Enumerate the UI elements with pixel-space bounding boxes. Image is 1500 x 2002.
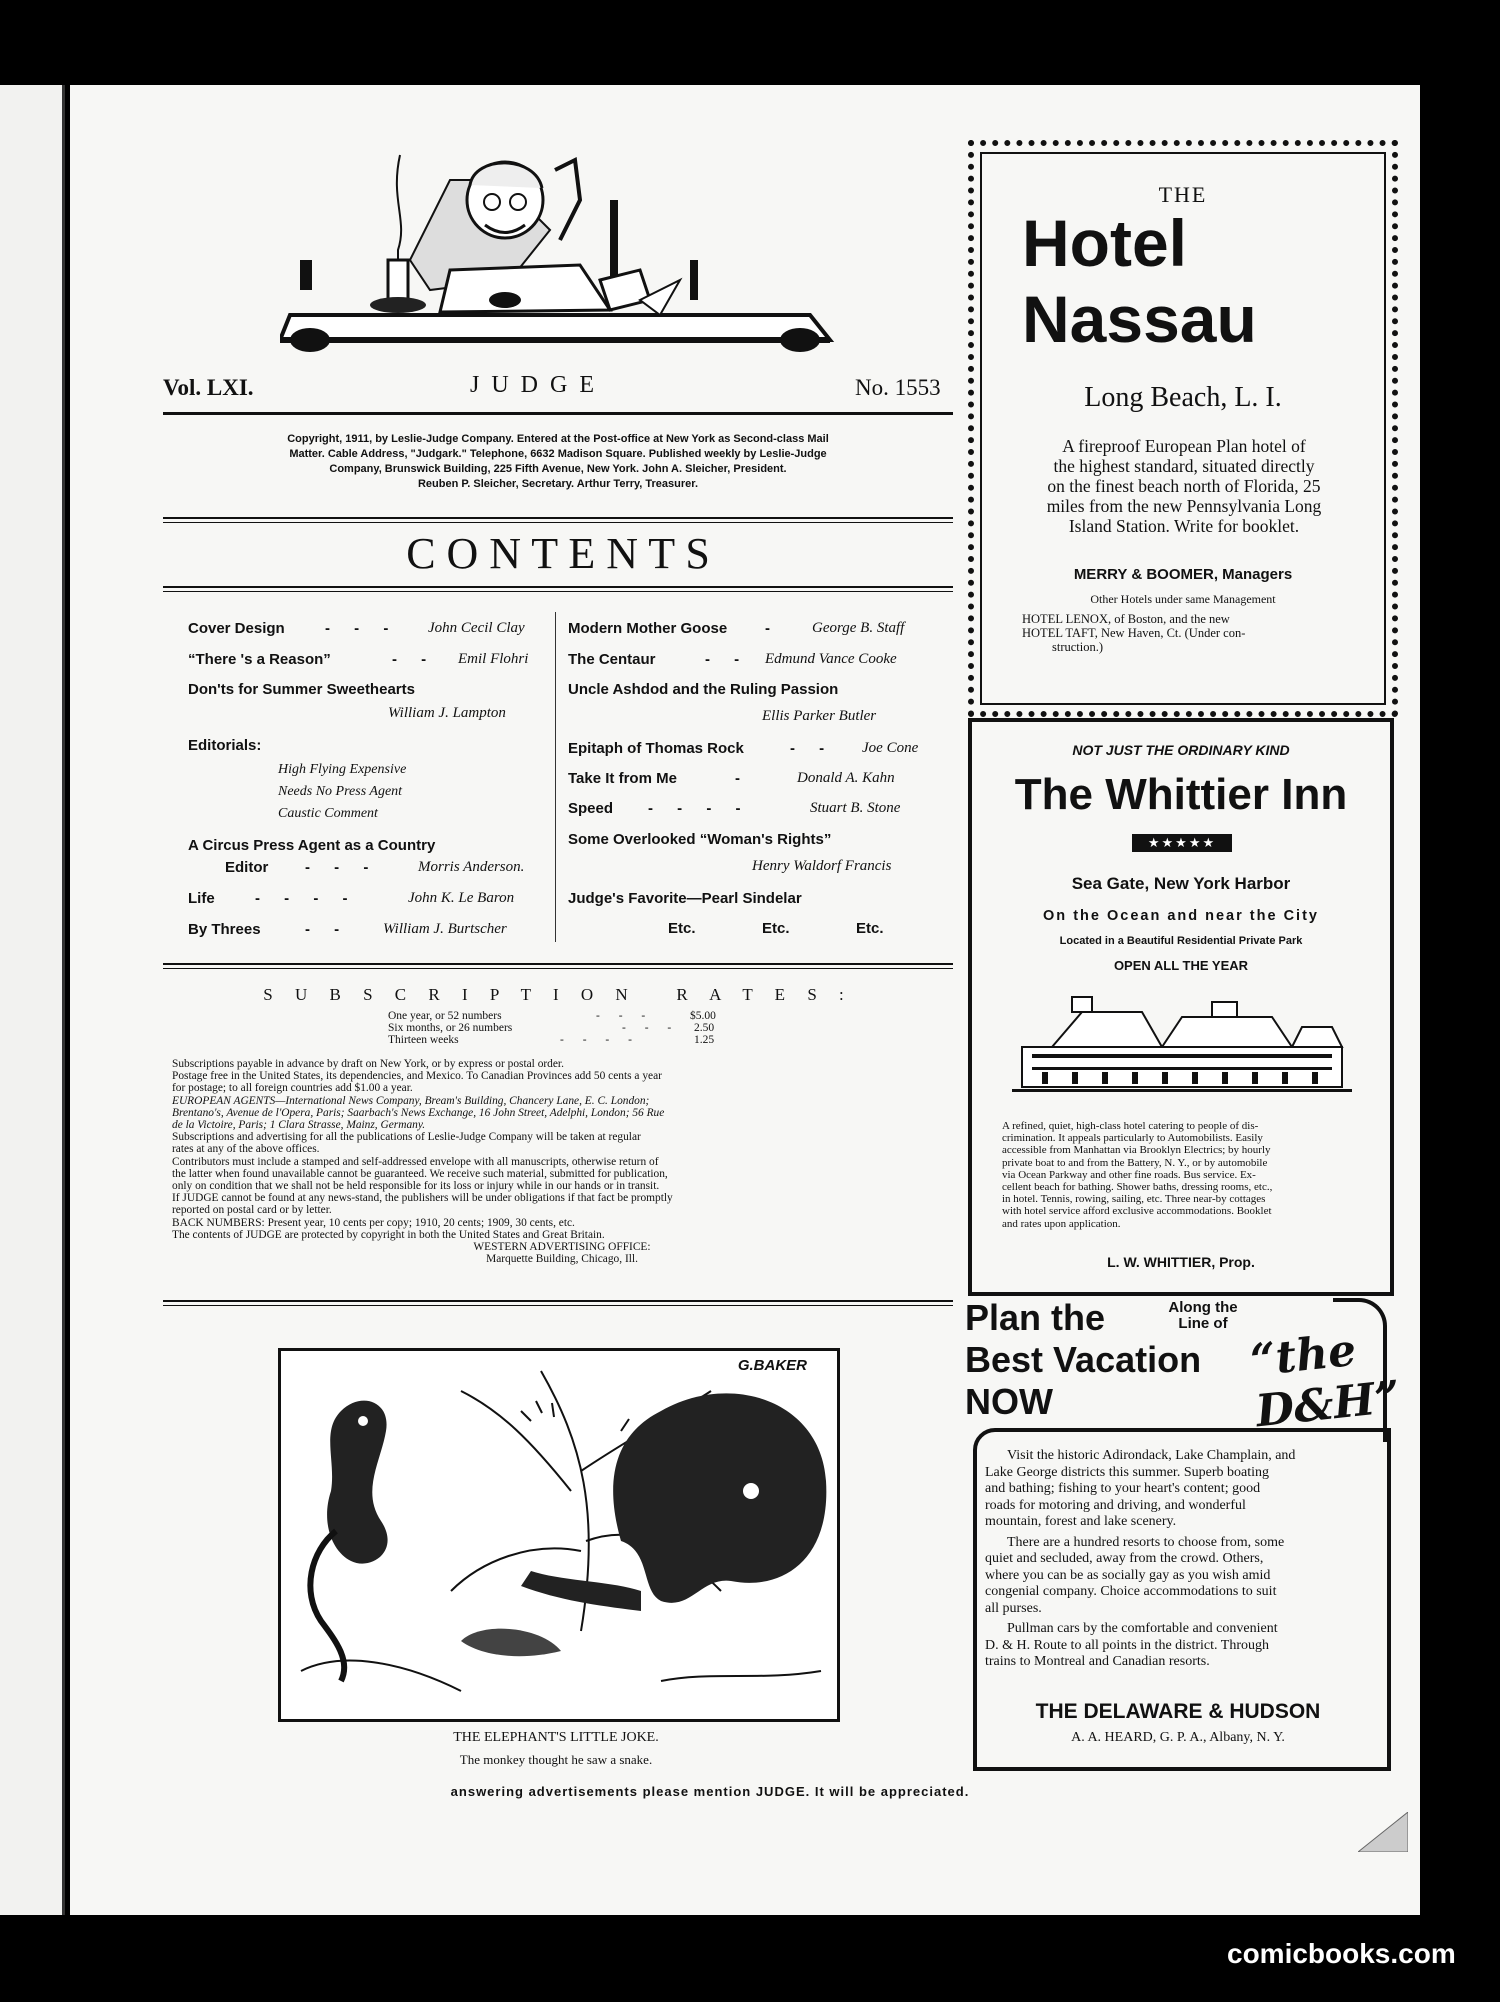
contents-dashes: - - - [325,620,399,637]
whittier-line: private boat to and from the Battery, N. Y., or by automobile [1002,1156,1268,1169]
dh-line: congenial company. Choice accommodations to suit [985,1584,1277,1599]
nassau-line: on the finest beach north of Florida, 25 [1047,476,1321,496]
cartoon-panel [278,1348,840,1722]
column-divider [555,612,556,942]
dh-line-of: Line of [1178,1315,1228,1332]
dh-company: THE DELAWARE & HUDSON [1035,1700,1321,1723]
contents-author: Edmund Vance Cooke [765,651,897,667]
left-page-edge [0,85,65,1915]
dh-line: where you can be as socially gay as you wish amid [985,1567,1271,1583]
rule [163,968,953,969]
rate-price: 2.50 [694,1022,715,1034]
dh-frame-corner [1333,1298,1387,1442]
cartoon-title: THE ELEPHANT'S LITTLE JOKE. [453,1730,659,1745]
dh-line: Lake George districts this summer. Superb boating [985,1464,1269,1480]
ad-delaware-hudson [963,1297,1403,1770]
contents-title: Some Overlooked “Woman's Rights” [568,831,832,848]
rule [163,963,953,965]
contents-author: Morris Anderson. [418,859,525,875]
dh-body [985,1448,1375,1671]
copyright-line: Matter. Cable Address, "Judgark." Telephone, 6632 Madison Square. Published weekly by Leslie-Judge [289,448,827,460]
whittier-name: The Whittier Inn [1014,770,1348,819]
dh-best-vacation: Best Vacation [965,1339,1202,1380]
contents-author: Stuart B. Stone [810,800,901,816]
contents-dashes: - - [790,740,835,757]
rule [163,591,953,592]
nassau-description [1004,436,1364,536]
contents-dashes: - - [305,921,350,938]
nassau-line: miles from the new Pennsylvania Long [1046,496,1322,516]
contents-author: George B. Staff [812,620,905,636]
copyright-line: Reuben P. Sleicher, Secretary. Arthur Terry, Treasurer. [417,478,699,490]
whittier-line: crimination. It appeals particularly to Automobilists. Easily [1002,1132,1263,1145]
terms-line: for postage; to all foreign countries add $1.00 a year. [172,1082,413,1095]
nassau-managers: MERRY & BOOMER, Managers [1073,566,1293,583]
nassau-name-2: Nassau [1022,282,1257,356]
contents-title: “There 's a Reason” [188,651,331,668]
contents-title: Don'ts for Summer Sweethearts [188,681,415,698]
cartoon-caption: The monkey thought he saw a snake. [459,1752,653,1767]
rate-term: Six months, or 26 numbers [388,1022,513,1034]
terms-line: Subscriptions payable in advance by draft on New York, or by express or postal order. [172,1058,564,1070]
rule [163,586,953,588]
contents-title: Editorials: [188,737,262,754]
dh-plan: Plan the [965,1297,1106,1338]
rate-term: One year, or 52 numbers [388,1010,502,1022]
whittier-open: OPEN ALL THE YEAR [1113,958,1249,973]
copyright-line: Copyright, 1911, by Leslie-Judge Company. Entered at the Post-office at New York as Second-class Mail [287,433,829,445]
dh-line: trains to Montreal and Canadian resorts. [985,1654,1210,1669]
contents-title: Modern Mother Goose [568,620,728,637]
rate-dashes: - - - - [560,1034,640,1046]
editorial-item: Caustic Comment [278,806,378,821]
contents-author: Ellis Parker Butler [762,708,877,724]
dh-line: D. & H. Route to all points in the district. Through [985,1637,1269,1653]
dh-line: roads for motoring and driving, and wonderful [985,1497,1246,1513]
whittier-line: and rates upon application. [1002,1217,1121,1230]
terms-line: only on condition that we shall not be held responsible for its loss or injury while in our hands or in transit. [172,1180,660,1193]
contents-dashes: - - - [305,859,379,876]
nassau-other-line: HOTEL LENOX, of Boston, and the new [1022,612,1230,626]
issue-number: No. 1553 [855,375,941,400]
dh-line: and bathing; fishing to your heart's content; good [985,1481,1261,1496]
nassau-the: THE [1158,182,1208,207]
page-corner-fold [1358,1812,1408,1852]
dh-line: Visit the historic Adirondack, Lake Champlain, and [1007,1448,1296,1463]
dh-along: Along the [1168,1299,1238,1316]
terms-line: The contents of JUDGE are protected by copyright in both the United States and Great Britain. [172,1228,605,1241]
whittier-line: A refined, quiet, high-class hotel catering to people of dis- [1002,1120,1259,1132]
contents-title: Editor [225,859,269,876]
contents-title: The Centaur [568,651,656,668]
terms-line: de la Victoire, Paris; 1 Clara Strasse, Mainz, Germany. [172,1119,426,1132]
rate-term: Thirteen weeks [388,1034,459,1046]
contents-dashes: - - [392,651,437,668]
footer-note: answering advertisements please mention JUDGE. It will be appreciated. [450,1784,970,1799]
rule [163,517,953,519]
dh-logo: “the D&H” [1248,1324,1403,1438]
contents-author: William J. Lampton [388,705,506,721]
contents-etc: Etc. Etc. Etc. [668,920,884,937]
whittier-line: accessible from Manhattan via Brooklyn Electrics; by hourly [1002,1144,1271,1157]
rule [163,412,953,415]
nassau-other-line: struction.) [1052,640,1104,654]
ad-whittier-inn [968,718,1394,1296]
rate-dashes: - - - [622,1022,680,1034]
editorial-item: Needs No Press Agent [278,784,403,799]
contents-title: Epitaph of Thomas Rock [568,740,744,757]
dh-line: quiet and secluded, away from the crowd. Others, [985,1551,1264,1566]
contents-title: Judge's Favorite—Pearl Sindelar [568,890,802,907]
whittier-proprietor: L. W. WHITTIER, Prop. [1107,1254,1255,1270]
contents-author: John Cecil Clay [428,620,525,636]
terms-line: Contributors must include a stamped and self-addressed envelope with all manuscripts, otherwise return of [172,1155,659,1168]
contents-title: Uncle Ashdod and the Ruling Passion [568,681,839,698]
whittier-park: Located in a Beautiful Residential Private Park [1059,935,1303,947]
contents-title: Life [188,890,215,907]
dh-now: NOW [965,1381,1053,1422]
contents-title: Take It from Me [568,770,677,787]
rule [163,522,953,523]
contents-title: Speed [568,800,614,817]
contents-title: Cover Design [188,620,285,637]
dh-line: There are a hundred resorts to choose from, some [1007,1534,1285,1550]
contents-author: Joe Cone [862,740,919,756]
contents-author: William J. Burtscher [383,921,507,937]
contents-title: By Threes [188,921,261,938]
editor-desk-illustration [280,140,840,355]
nassau-other-line: HOTEL TAFT, New Haven, Ct. (Under con- [1022,626,1246,640]
watermark: comicbooks.com [1227,1938,1456,1969]
nassau-location: Long Beach, L. I. [1084,382,1282,413]
terms-line: If JUDGE cannot be found at any news-stand, the publishers will be under obligations if that fact be promptly [172,1192,673,1205]
office-address: Marquette Building, Chicago, Ill. [486,1253,638,1266]
contents-dashes: - [735,770,750,787]
copyright-notice [160,432,956,492]
whittier-line: cellent beach for bathing. Shower baths, dressing rooms, etc., [1002,1181,1273,1194]
terms-line: rates at any of the above offices. [172,1143,320,1156]
dh-line: mountain, forest and lake scenery. [985,1514,1177,1529]
contents-author: Emil Flohri [458,651,529,667]
terms-line: the latter when found unavailable cannot be guaranteed. We receive such material, submitted for publication, [172,1167,668,1180]
whittier-line: in hotel. Tennis, rowing, sailing, etc. Three near-by cottages [1002,1193,1266,1206]
terms-line: EUROPEAN AGENTS—International News Company, Bream's Building, Chancery Lane, E. C. London; [172,1094,650,1107]
nassau-name-1: Hotel [1022,206,1187,280]
whittier-line: via Ocean Parkway and other fine roads. Bus service. Ex- [1002,1168,1256,1181]
magazine-title: JUDGE [470,372,606,398]
artist-signature: G.BAKER [737,1357,807,1374]
contents-dashes: - - [705,651,750,668]
subscription-heading: S U B S C R I P T I O N R A T E S : [263,985,853,1004]
terms-line: reported on postal card or by letter. [172,1204,332,1217]
nassau-other-hotels: Other Hotels under same Management [1090,592,1276,606]
office-label: WESTERN ADVERTISING OFFICE: [473,1241,651,1254]
whittier-line: with hotel service afford exclusive accommodations. Booklet [1002,1205,1272,1218]
contents-heading: C O N T E N T S [406,529,710,578]
terms-line: BACK NUMBERS: Present year, 10 cents per copy; 1910, 20 cents; 1909, 30 cents, etc. [172,1216,575,1229]
terms-line: Subscriptions and advertising for all the publications of Leslie-Judge Company will be taken at regular [172,1131,641,1144]
nassau-line: A fireproof European Plan hotel of [1062,436,1306,456]
whittier-location: Sea Gate, New York Harbor [1071,874,1291,893]
cartoon-drawing [281,1351,837,1719]
dh-line: all purses. [985,1600,1042,1616]
dh-line: Pullman cars by the comfortable and convenient [1007,1621,1278,1636]
contents-dashes: - - - - [648,800,751,817]
terms-line: Postage free in the United States, its dependencies, and Mexico. To Canadian Provinces add 50 cents a year [172,1070,662,1083]
volume-label: Vol. LXI. [163,375,254,400]
contents-author: John K. Le Baron [408,890,515,906]
copyright-line: Company, Brunswick Building, 225 Fifth Avenue, New York. John A. Sleicher, President. [329,463,787,475]
contents-dashes: - [765,620,780,637]
contents-author: Donald A. Kahn [797,770,895,786]
stars-emblem: ★★★★★ [1132,834,1232,852]
contents-title: A Circus Press Agent as a Country [188,837,436,854]
rate-price: $5.00 [690,1010,716,1022]
nassau-other-details [1022,612,1362,654]
nassau-line: Island Station. Write for booklet. [1068,516,1300,536]
whittier-description [1002,1120,1362,1230]
contents-dashes: - - - - [255,890,358,907]
whittier-tagline: NOT JUST THE ORDINARY KIND [1072,742,1290,758]
dh-agent: A. A. HEARD, G. P. A., Albany, N. Y. [1071,1730,1285,1745]
hotel-building-illustration [1012,992,1352,1102]
contents-author: Henry Waldorf Francis [752,858,892,874]
rate-price: 1.25 [694,1034,715,1046]
rate-dashes: - - - [596,1010,654,1022]
terms-line: Brentano's, Avenue de l'Opera, Paris; Saarbach's News Exchange, 16 John Street, Adelphi, London; 56 Rue [172,1106,665,1119]
subscription-terms [172,1058,952,1265]
rule [163,1305,953,1306]
ad-hotel-nassau [968,140,1398,717]
editorial-item: High Flying Expensive [278,762,407,777]
nassau-line: the highest standard, situated directly [1053,456,1315,476]
rule [163,1300,953,1302]
whittier-subtitle: On the Ocean and near the City [1043,908,1319,924]
